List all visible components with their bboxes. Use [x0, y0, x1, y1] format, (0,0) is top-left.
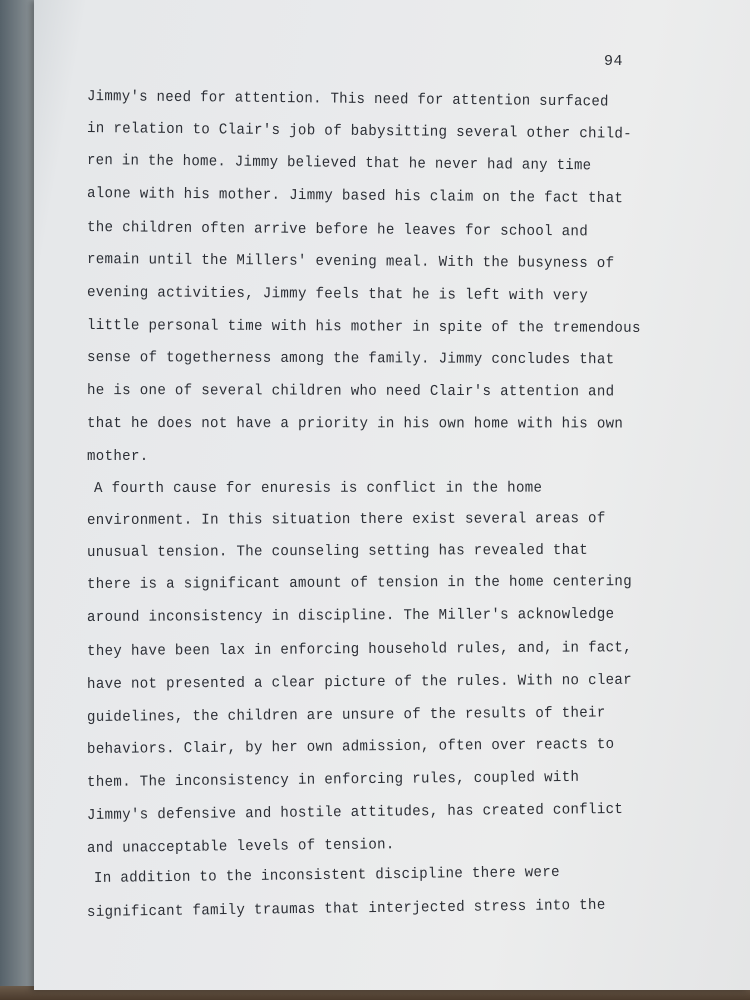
text-line: A fourth cause for enuresis is conflict in the home	[93, 479, 543, 497]
text-line: he is one of several children who need Clair's attention and	[86, 382, 615, 401]
text-line: In addition to the inconsistent discipline there were	[93, 863, 560, 887]
text-line: have not presented a clear picture of the rules. With no clear	[86, 671, 633, 693]
text-line: sense of togetherness among the family. Jimmy concludes that	[86, 349, 615, 369]
text-line: the children often arrive before he leaves for school and	[86, 219, 589, 241]
text-line: evening activities, Jimmy feels that he is left with very	[86, 284, 589, 305]
document-page	[34, 0, 750, 990]
text-line: behaviors. Clair, by her own admission, often over reacts to	[86, 735, 615, 758]
text-line: there is a significant amount of tension in the home centering	[86, 573, 633, 593]
text-line: Jimmy's defensive and hostile attitudes, has created conflict	[86, 800, 624, 824]
text-line: them. The inconsistency in enforcing rules, coupled with	[86, 768, 580, 791]
text-line: around inconsistency in discipline. The Miller's acknowledge	[86, 605, 615, 626]
text-line: guidelines, the children are unsure of the results of their	[86, 704, 606, 726]
text-line: and unacceptable levels of tension.	[86, 836, 395, 857]
page-number: 94	[604, 53, 624, 70]
text-line: unusual tension. The counseling setting has revealed that	[86, 541, 589, 561]
text-line: environment. In this situation there exist several areas of	[86, 510, 606, 529]
text-line: that he does not have a priority in his own home with his own	[86, 415, 624, 433]
text-line: they have been lax in enforcing household rules, and, in fact,	[86, 639, 633, 660]
text-line: little personal time with his mother in spite of the tremendous	[86, 317, 641, 337]
text-line: in relation to Clair's job of babysitting several other child-	[86, 120, 633, 143]
text-line: mother.	[87, 448, 149, 465]
text-line: remain until the Millers' evening meal. With the busyness of	[86, 251, 615, 273]
text-line: alone with his mother. Jimmy based his claim on the fact that	[86, 185, 624, 208]
text-line: ren in the home. Jimmy believed that he never had any time	[86, 152, 592, 175]
text-line: Jimmy's need for attention. This need for attention surfaced	[86, 88, 609, 111]
text-line: significant family traumas that interjected stress into the	[86, 896, 606, 921]
